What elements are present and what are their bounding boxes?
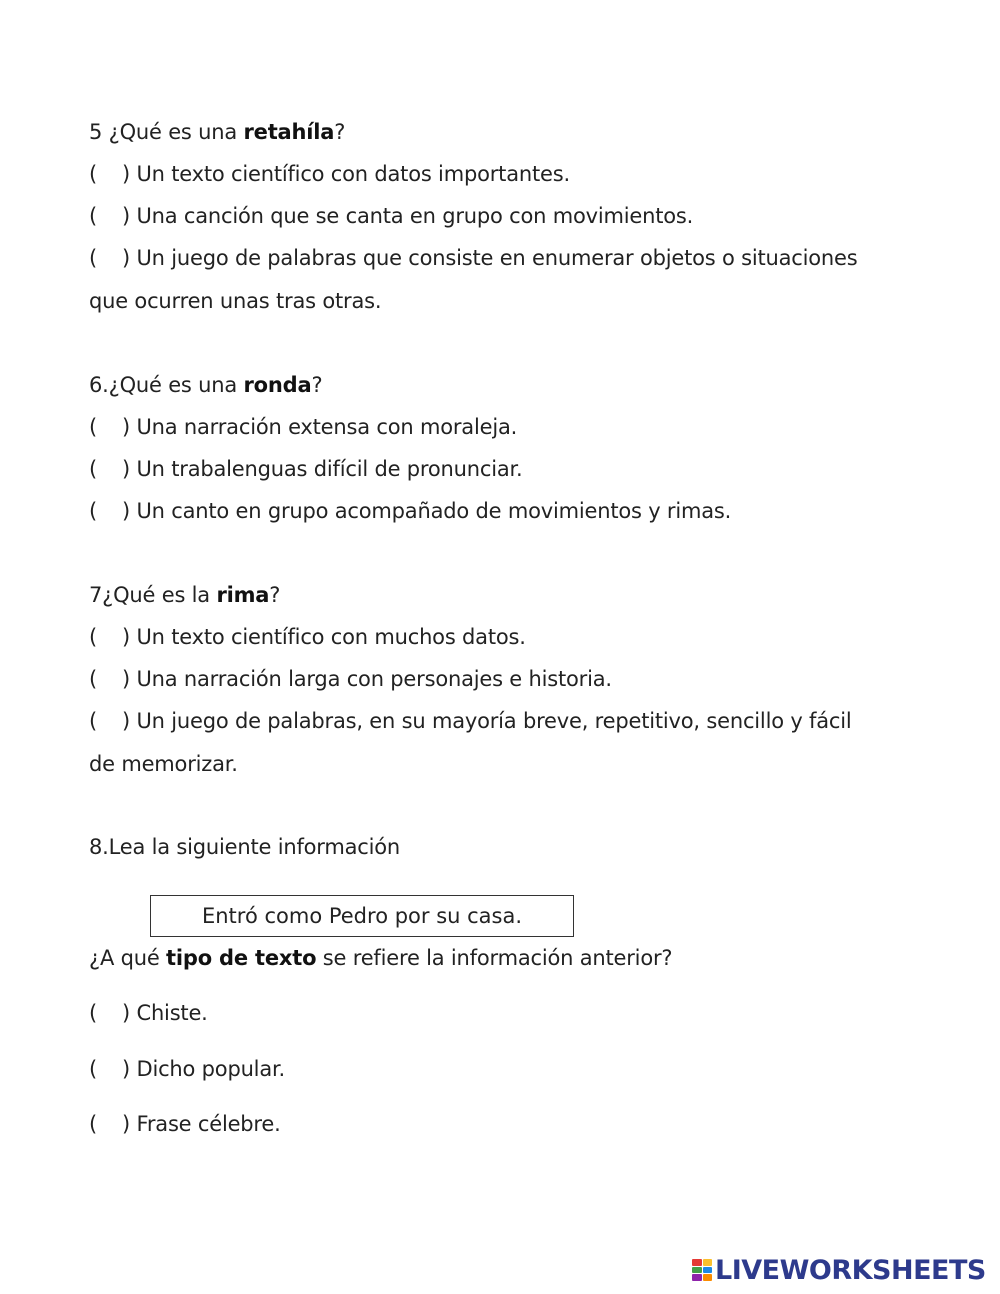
quoted-text-box — [150, 895, 574, 937]
keyword-retahila: retahíla — [243, 120, 335, 144]
q5-option-3[interactable]: ( ) Un juego de palabras que consiste en enumerar objetos o situaciones — [89, 246, 858, 270]
question-6-title: 6.¿Qué es una ronda? — [89, 373, 323, 397]
question-7-title: 7¿Qué es la rima? — [89, 583, 281, 607]
logo-text: LIVEWORKSHEETS — [715, 1254, 986, 1286]
keyword-ronda: ronda — [243, 373, 312, 397]
q5-option-1[interactable]: ( ) Un texto científico con datos importantes. — [89, 162, 570, 186]
q8-option-3[interactable]: ( ) Frase célebre. — [89, 1112, 281, 1136]
q7-option-3[interactable]: ( ) Un juego de palabras, en su mayoría breve, repetitivo, sencillo y fácil — [89, 709, 852, 733]
q5-option-3-continuation: que ocurren unas tras otras. — [89, 289, 382, 313]
question-8-prompt: ¿A qué tipo de texto se refiere la información anterior? — [89, 946, 673, 970]
q6-option-1[interactable]: ( ) Una narración extensa con moraleja. — [89, 415, 518, 439]
logo-blocks-icon — [692, 1259, 712, 1281]
question-5-title: 5 ¿Qué es una retahíla? — [89, 120, 346, 144]
q8-option-1[interactable]: ( ) Chiste. — [89, 1001, 208, 1025]
q8-option-2[interactable]: ( ) Dicho popular. — [89, 1057, 285, 1081]
q7-option-2[interactable]: ( ) Una narración larga con personajes e historia. — [89, 667, 612, 691]
q7-option-1[interactable]: ( ) Un texto científico con muchos datos. — [89, 625, 526, 649]
question-8-intro: 8.Lea la siguiente información — [89, 835, 401, 859]
q5-option-2[interactable]: ( ) Una canción que se canta en grupo con movimientos. — [89, 204, 694, 228]
q6-option-3[interactable]: ( ) Un canto en grupo acompañado de movimientos y rimas. — [89, 499, 732, 523]
q6-option-2[interactable]: ( ) Un trabalenguas difícil de pronunciar. — [89, 457, 523, 481]
keyword-rima: rima — [216, 583, 270, 607]
quoted-text: Entró como Pedro por su casa. — [201, 904, 523, 928]
q7-option-3-continuation: de memorizar. — [89, 752, 238, 776]
liveworksheets-logo — [692, 1255, 986, 1285]
keyword-tipo-de-texto: tipo de texto — [166, 946, 317, 970]
